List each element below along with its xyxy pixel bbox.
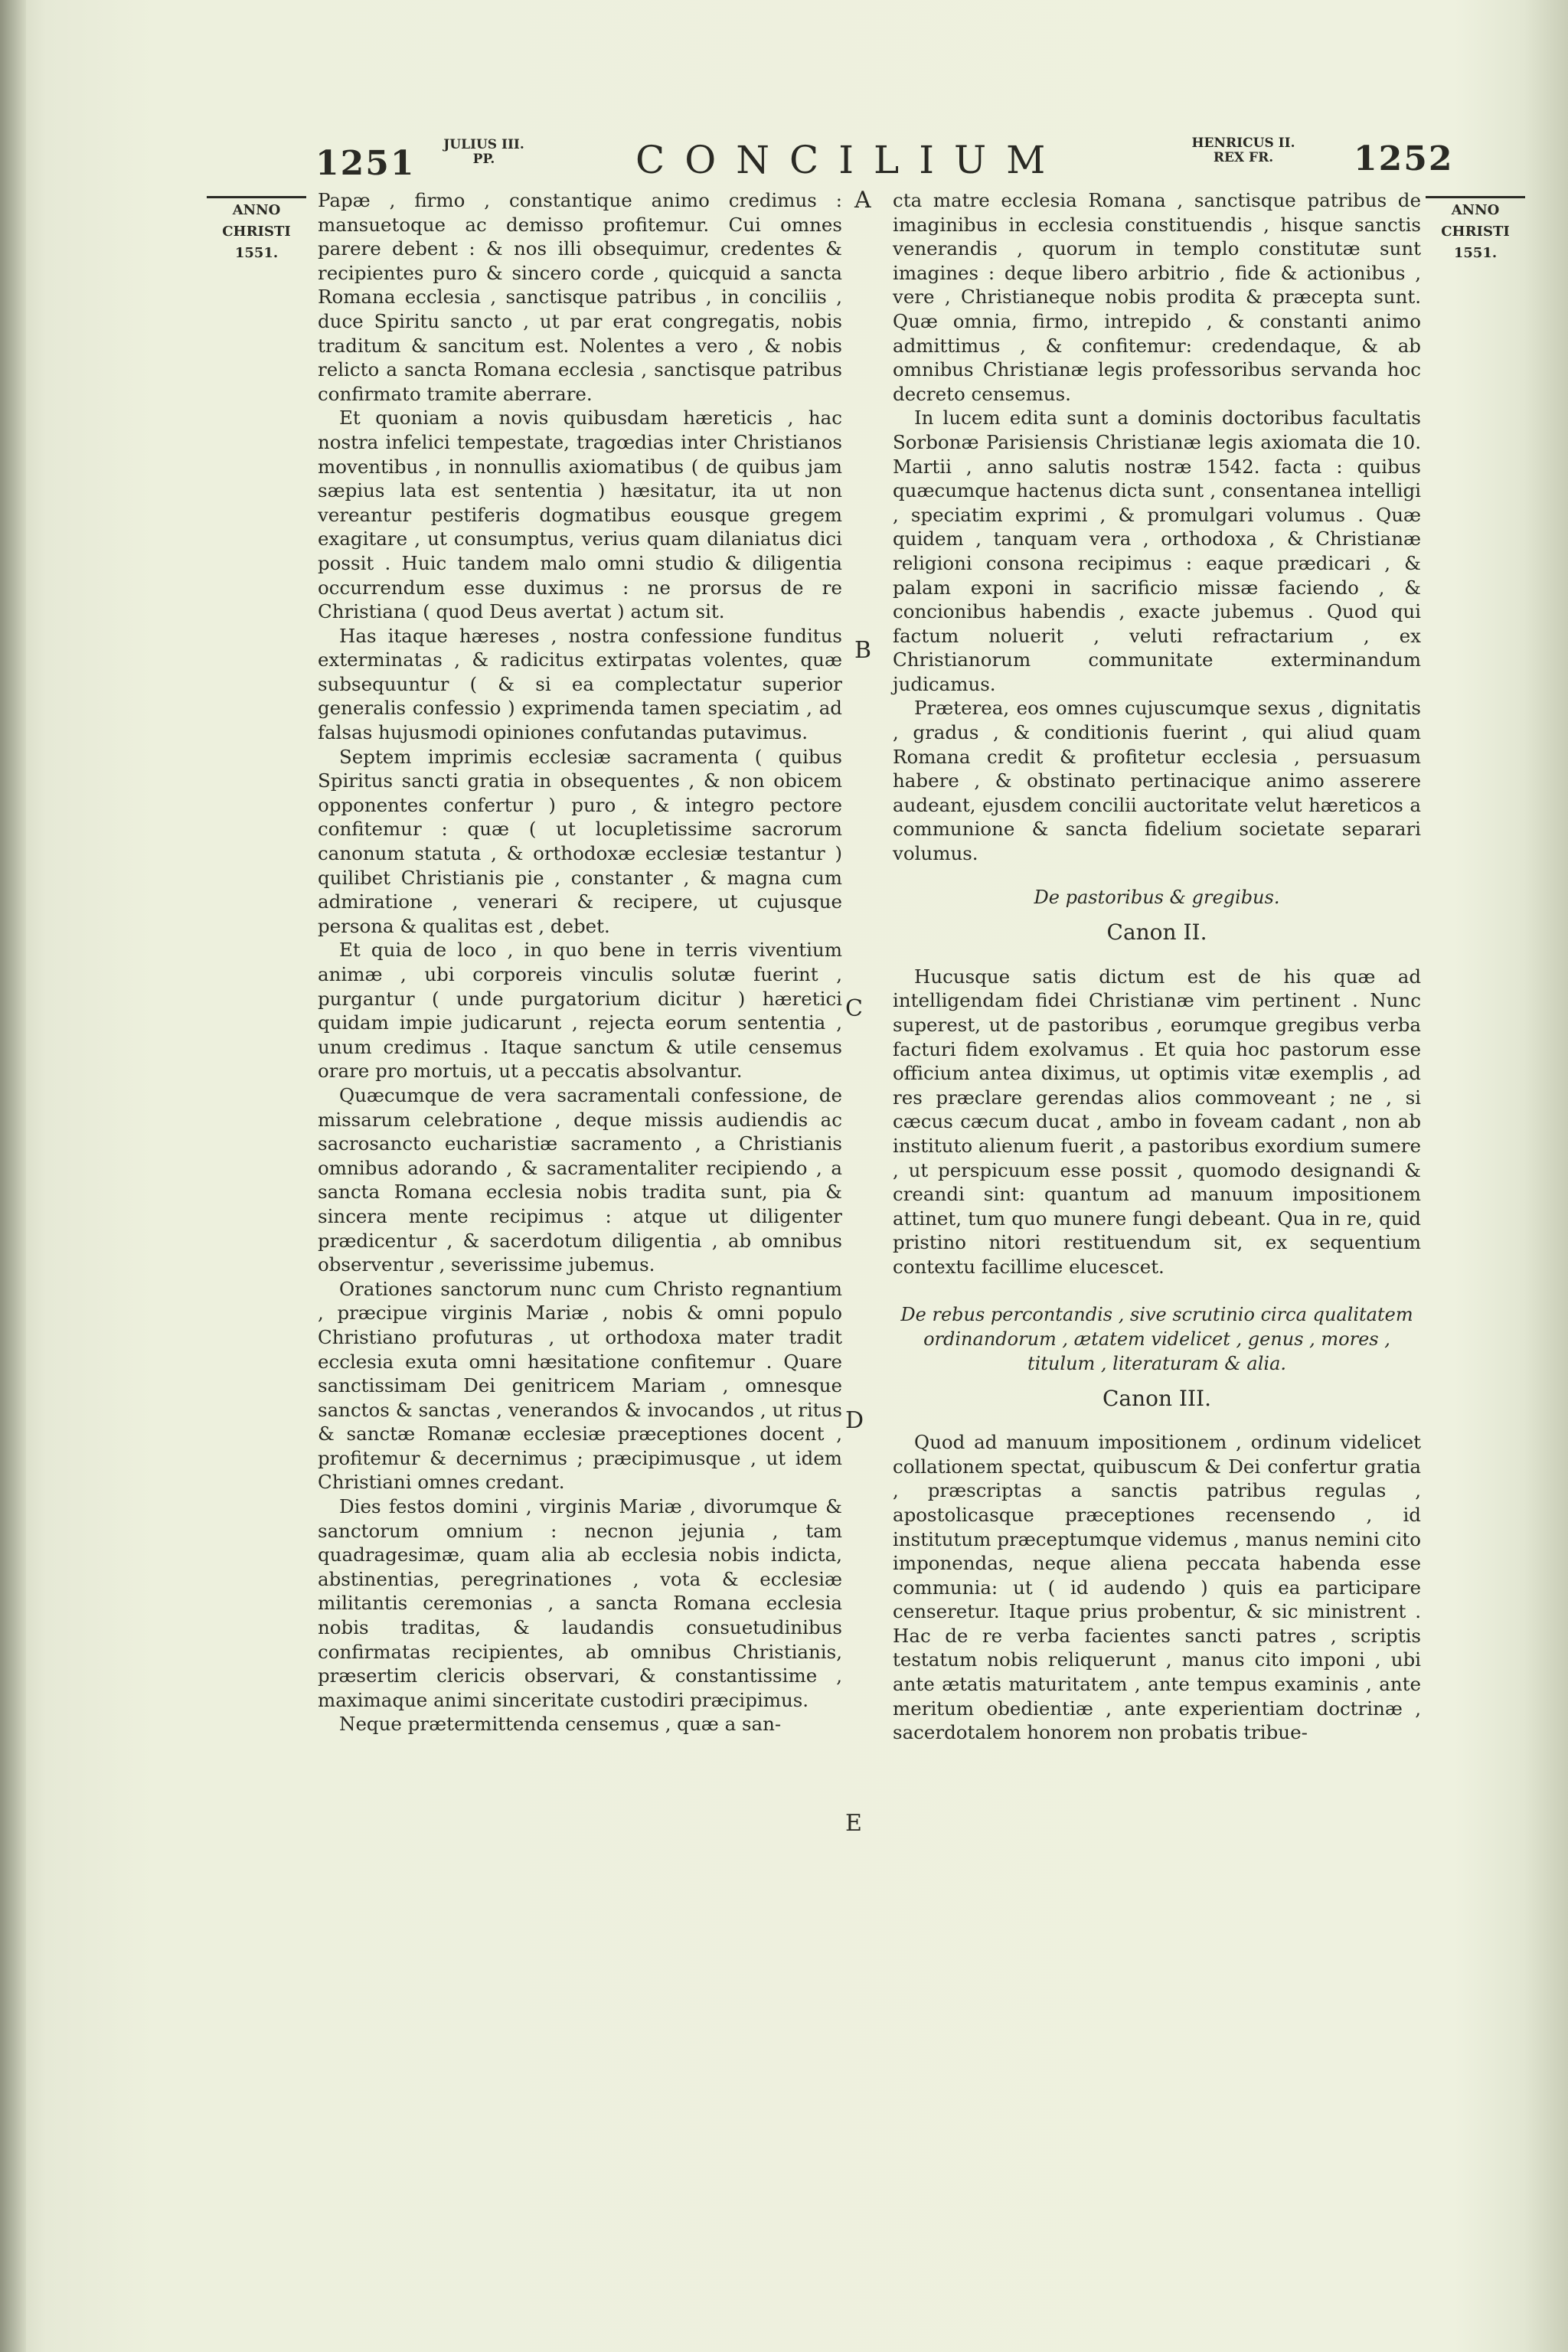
margin-year: 1551.: [1453, 245, 1498, 261]
margin-anno: ANNO: [232, 202, 281, 218]
paragraph: Septem imprimis ecclesiæ sacramenta ( quibus Spiritus sancti gratia in obsequentes , & non obicem opponentes confertur ) puro , & integro pectore confitemur : quæ ( ut locupletissime sacrorum canonum statuta , & orthodoxæ ecclesiæ testantur ) quilibet Christianis pie , constanter , & magna cum admiratione , venerari & recipere, ut cujusque persona & qualitas est , debet.: [318, 745, 842, 937]
running-head-right: HENRICUS II. REX FR.: [1191, 136, 1295, 165]
page-number-right: 1252: [1354, 139, 1454, 178]
margin-christi: CHRISTI: [222, 224, 291, 240]
page-title: CONCILIUM: [635, 138, 1066, 182]
margin-rule: [207, 196, 306, 198]
margin-rule: [1426, 196, 1525, 198]
paragraph: Quod ad manuum impositionem , ordinum videlicet collationem spectat, quibuscum & Dei confertur gratia , præscriptas a sanctis patribus regulas , apostolicasque præceptiones recensendo , id institutum præceptumque videmus , manus nemini cito imponendas, neque aliena peccata habenda esse communia: ut ( id audendo ) quis ea participare censeretur. Itaque prius probentur, & sic ministrent . Hac de re verba facientes sancti patres , scriptis testatum nobis reliquerunt , manus cito imponi , ubi ante ætatis maturitatem , ante tempus examinis , ante meritum obedientiæ , ante experientiam doctrinæ , sacerdotalem honorem non probatis tribue-: [893, 1431, 1421, 1744]
margin-anno: ANNO: [1451, 202, 1500, 218]
margin-note-left: [207, 196, 306, 264]
paragraph: Has itaque hæreses , nostra confessione funditus exterminatas , & radicitus extirpatas volentes, quæ subsequuntur ( & si ea complectatur superior generalis confessio ) exprimenda tamen speciatim , ad falsas hujusmodi opiniones confutandas putavimus.: [318, 624, 842, 744]
section-letter-e: E: [845, 1810, 862, 1837]
margin-note-right: [1426, 196, 1525, 264]
running-head-left: JULIUS III. PP.: [443, 137, 524, 167]
margin-year: 1551.: [234, 245, 279, 261]
paragraph: Quæcumque de vera sacramentali confessione, de missarum celebratione , deque missis audiendis ac sacrosancto eucharistiæ sacramento , a Christianis omnibus adorando , & sacramentaliter recipiendo , a sancta Romana ecclesia nobis tradita sunt, pia & sincera mente recipimus : atque ut diligenter prædicentur , & sacerdotum diligentia , ab omnibus observentur , severissime jubemus.: [318, 1083, 842, 1276]
paragraph: Neque prætermittenda censemus , quæ a san-: [339, 1713, 782, 1736]
paragraph: Papæ , firmo , constantique animo credimus : mansuetoque ac demisso profitemur. Cui omnes parere debent : & nos illi obsequimur, credentes & recipientes puro & sincero corde , quicquid a sancta Romana ecclesia , sanctisque patribus , in conciliis , duce Spiritu sancto , ut par erat congregatis, nobis traditum & sancitum est. Nolentes a vero , & nobis relicto a sancta Romana ecclesia , sanctisque patribus confirmato tramite aberrare.: [318, 189, 842, 405]
paragraph: Orationes sanctorum nunc cum Christo regnantium , præcipue virginis Mariæ , nobis & omni populo Christiano profuturas , ut orthodoxa mater tradit ecclesia exuta omni hæsitatione confitemur . Quare sanctissimam Dei genitricem Mariam , omnesque sanctos & sanctas , venerandos & invocandos , ut ritus & sanctæ Romanæ ecclesiæ præceptiones docent , profitemur & decernimus ; præcipimusque , ut idem Christiani omnes credant.: [318, 1277, 842, 1494]
canon-title: Canon III.: [1102, 1385, 1212, 1411]
paragraph: Et quoniam a novis quibusdam hæreticis , hac nostra infelici tempestate, tragœdias inter Christianos moventibus , in nonnullis axiomatibus ( de quibus jam sæpius lata est sententia ) hæsitatur, ita ut non vereantur pestiferis dogmatibus eousque gregem exagitare , ut consumptus, verius quam dilaniatus dici possit . Huic tandem malo omni studio & diligentia occurrendum esse duximus : ne prorsus de re Christiana ( quod Deus avertat ) actum sit.: [318, 407, 842, 623]
page-number-left: 1251: [315, 144, 416, 183]
section-heading: De rebus percontandis , sive scrutinio circa qualitatem ordinandorum , ætatem videlicet , genus , mores , titulum , literaturam & alia.: [900, 1303, 1413, 1374]
section-letter-a: A: [854, 187, 871, 214]
margin-christi: CHRISTI: [1441, 224, 1510, 240]
right-column: [893, 188, 1421, 1745]
section-heading: De pastoribus & gregibus.: [1034, 886, 1280, 908]
page-header: [0, 129, 1568, 190]
paragraph: Præterea, eos omnes cujuscumque sexus , dignitatis , gradus , & conditionis fuerint , qui aliud quam Romana credit & profitetur ecclesia , persuasum habere , & obstinato pertinacique animo asserere audeant, ejusdem concilii auctoritate velut hæreticos a communione & sancta fidelium societate separari volumus.: [893, 697, 1421, 865]
binding-shadow: [0, 0, 26, 2352]
section-letter-d: D: [845, 1407, 864, 1434]
paragraph: Dies festos domini , virginis Mariæ , divorumque & sanctorum omnium : necnon jejunia , tam quadragesimæ, quam alia ab ecclesia nobis indicta, abstinentias, peregrinationes , vota & ecclesiæ militantis ceremonias , a sancta Romana ecclesia nobis traditas, & laudandis consuetudinibus confirmatas recipientes, ab omnibus Christianis, præsertim clericis observari, & constantissime , maximaque animi sinceritate custodiri præcipimus.: [318, 1495, 842, 1711]
paragraph: Hucusque satis dictum est de his quæ ad intelligendam fidei Christianæ vim pertinent . Nunc superest, ut de pastoribus , eorumque gregibus verba facturi fidem exolvamus . Et quia hoc pastorum esse officium antea diximus, ut optimis vitæ exemplis , ad res præclare gerendas alios commoveant ; ne , si cæcus cæcum ducat , ambo in foveam cadant , non ab instituto alienum fuerit , a pastoribus exordium sumere , ut perspicuum esse possit , quomodo designandi & creandi sint: quantum ad manuum impositionem attinet, tum quo munere fungi debeant. Qua in re, quid pristino nitori restituendum sit, ex sequentium contextu facillime elucescet.: [893, 965, 1421, 1278]
paragraph: In lucem edita sunt a dominis doctoribus facultatis Sorbonæ Parisiensis Christianæ legis axiomata die 10. Martii , anno salutis nostræ 1542. facta : quibus quæcumque hactenus dicta sunt , consentanea intelligi , speciatim exprimi , & promulgari volumus . Quæ quidem , tanquam vera , orthodoxa , & Christianæ religioni consona recipimus : eaque prædicari , & palam exponi in sacrificio missæ faciendo , & concionibus habendis , exacte jubemus . Quod qui factum noluerit , veluti refractarium , ex Christianorum communitate exterminandum judicamus.: [893, 407, 1421, 695]
section-letter-b: B: [854, 637, 872, 664]
canon-title: Canon II.: [1106, 920, 1207, 946]
paragraph: cta matre ecclesia Romana , sanctisque patribus de imaginibus in ecclesia constituendis , hisque sanctis venerandis , quorum in templo constitutæ sunt imagines : deque libero arbitrio , fide & actionibus , vere , Christianeque nobis prodita & præcepta sunt. Quæ omnia, firmo, intrepido , & constanti animo admittimus , & confitemur: credendaque, & ab omnibus Christianæ legis professoribus servanda hoc decreto censemus.: [893, 189, 1421, 405]
paragraph: Et quia de loco , in quo bene in terris viventium animæ , ubi corporeis vinculis solutæ fuerint , purgantur ( unde purgatorium dicitur ) hæretici quidam impie judicarunt , rejecta eorum sententia , unum credimus . Itaque sanctum & utile censemus orare pro mortuis, ut a peccatis absolvantur.: [318, 939, 842, 1083]
left-column: [318, 188, 842, 1736]
section-letter-c: C: [845, 995, 863, 1022]
